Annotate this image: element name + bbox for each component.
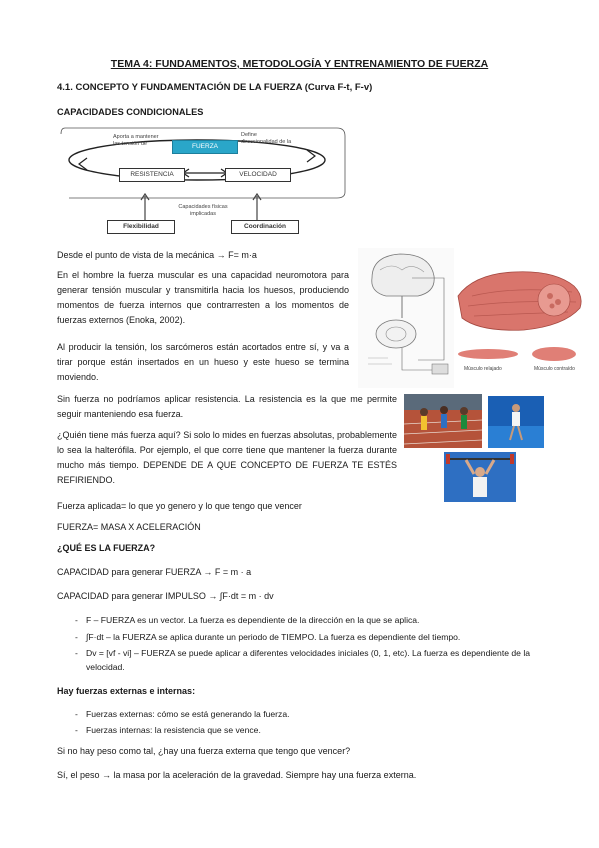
- list-dash: -: [75, 724, 78, 735]
- paragraph-applied-force: Fuerza aplicada= lo que yo genero y lo que tengo que vencer: [57, 501, 302, 511]
- muscle-relaxed-label: Músculo relajado: [464, 366, 502, 372]
- list-dash: -: [75, 709, 78, 719]
- muscle-figure: [454, 256, 588, 386]
- brain-nerve-illustration: [358, 248, 454, 388]
- section-heading-sub: (Curva F-t, F-v): [304, 82, 373, 93]
- resistencia-box: RESISTENCIA: [119, 168, 185, 182]
- subheading: CAPACIDADES CONDICIONALES: [57, 107, 204, 117]
- list-item: [57, 614, 547, 628]
- sprinters-image: [404, 394, 482, 448]
- list-item: [57, 631, 547, 645]
- note-right: Define direccionalidad de la: [241, 132, 292, 145]
- force-properties-list: [57, 614, 547, 674]
- list-dash: -: [75, 631, 78, 642]
- weightlifter-photo: [444, 452, 516, 502]
- list-item-text: Dv = [vf - vi] – FUERZA se puede aplicar a diferentes velocidades iniciales (0, 1, etc). La fuerza es dependiente de la velocidad.: [86, 648, 531, 672]
- paragraph-capacity-force: CAPACIDAD para generar FUERZA → F = m · a: [57, 567, 252, 577]
- section-heading: [57, 82, 372, 93]
- list-item-text: ∫F·dt – la FUERZA se aplica durante un periodo de TIEMPO. La fuerza es dependiente del tiempo.: [86, 631, 461, 642]
- list-dash: -: [75, 648, 78, 658]
- list-item-text: F – FUERZA es un vector. La fuerza es dependiente de la dirección en la que se aplica.: [86, 615, 420, 625]
- paragraph-definition: En el hombre la fuerza muscular es una capacidad neuromotora para generar tensión muscular y transmitirla hacia los huesos, produciendo momentos de fuerza internos que contrarresten a los momentos de fuerzas externos (Enoka, 2002).: [57, 270, 349, 325]
- question-what-is-force: ¿QUÉ ES LA FUERZA?: [57, 543, 156, 553]
- fuerza-box: FUERZA: [172, 140, 238, 154]
- list-item-text: Fuerzas externas: cómo se está generando la fuerza.: [86, 709, 290, 719]
- paragraph-mechanics: Desde el punto de vista de la mecánica → F= m·a: [57, 250, 257, 260]
- list-item: [57, 708, 547, 722]
- paragraph-who-stronger: ¿Quién tiene más fuerza aquí? Si solo lo mides en fuerzas absolutas, probablemente lo sea la halterófila. Por ejemplo, el que corre tiene que mantener la fuerza durante mucho más tiempo. DEPENDE DE A QUE CONCEPTO DE FUERZA TE ESTÉS REFIRIENDO.: [57, 430, 397, 485]
- runner-photo: [488, 396, 544, 448]
- paragraph-capacity-impulse: CAPACIDAD para generar IMPULSO → ∫F·dt = m · dv: [57, 591, 274, 601]
- note-bottom: Capacidades físicas implicadas: [178, 204, 228, 217]
- list-item-text: Fuerzas internas: la resistencia que se vence.: [86, 724, 261, 735]
- heading-external-internal: Hay fuerzas externas e internas:: [57, 686, 196, 696]
- sprinters-photo: [404, 394, 482, 448]
- paragraph-no-weight: Si no hay peso como tal, ¿hay una fuerza externa que tengo que vencer?: [57, 746, 351, 756]
- capacities-diagram: [57, 124, 347, 236]
- list-item: [57, 647, 547, 674]
- runner-image: [488, 396, 544, 448]
- velocidad-box: VELOCIDAD: [225, 168, 291, 182]
- document-title: TEMA 4: FUNDAMENTOS, METODOLOGÍA Y ENTRENAMIENTO DE FUERZA: [110, 58, 489, 70]
- paragraph-resistance: Sin fuerza no podríamos aplicar resistencia. La resistencia es la que me permite seguir manteniendo esa fuerza.: [57, 394, 397, 419]
- list-dash: -: [75, 615, 78, 625]
- note-left: Aporta a mantener las tensión de: [113, 134, 159, 147]
- paragraph-sarcomeres: Al producir la tensión, los sarcómeros están acortados entre sí, y va a tirar porque están insertados en un hueso y este hueso se termina moviendo.: [57, 342, 349, 382]
- paragraph-mass-acc: FUERZA= MASA X ACELERACIÓN: [57, 522, 201, 532]
- section-heading-text: 4.1. CONCEPTO Y FUNDAMENTACIÓN DE LA FUERZA: [57, 82, 303, 93]
- flexibilidad-box: Flexibilidad: [107, 220, 175, 234]
- neuromotor-figure: [358, 248, 454, 388]
- forces-list: [57, 708, 547, 737]
- weightlifter-image: [444, 452, 516, 502]
- muscle-contracted-label: Músculo contraído: [534, 366, 575, 372]
- paragraph-weight: Sí, el peso → la masa por la aceleración de la gravedad. Siempre hay una fuerza externa.: [57, 770, 417, 780]
- coordinacion-box: Coordinación: [231, 220, 299, 234]
- list-item: [57, 724, 547, 738]
